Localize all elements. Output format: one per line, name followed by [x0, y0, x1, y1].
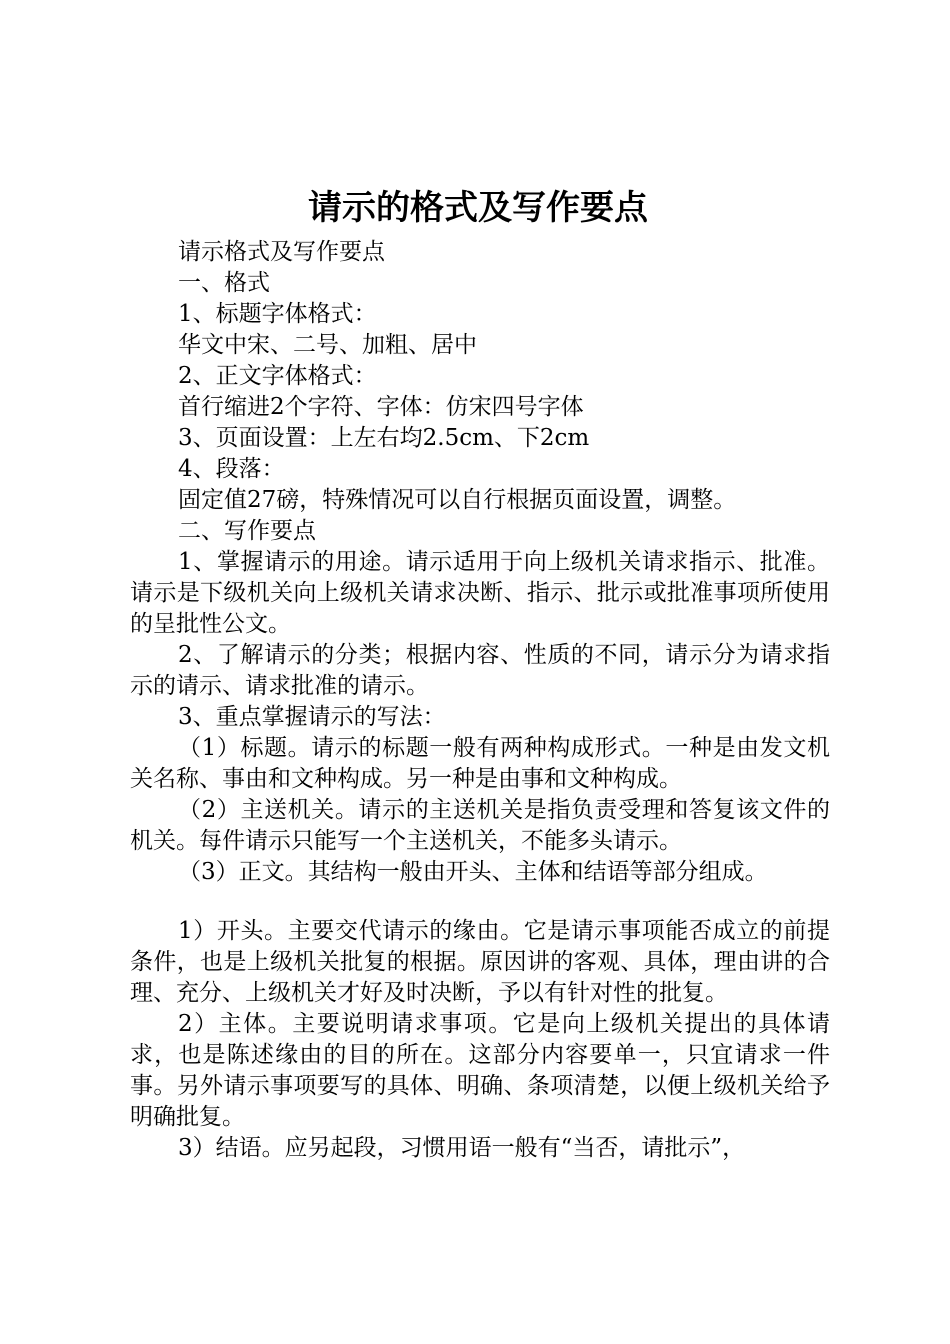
body-paragraph: 首行缩进2个字符、字体：仿宋四号字体: [178, 394, 584, 420]
body-paragraph: 3、页面设置：上左右均2.5cm、下2cm: [178, 425, 590, 451]
section-heading-writing: 二、写作要点: [178, 518, 316, 544]
document-body: [130, 237, 830, 1164]
body-paragraph: 1）开头。主要交代请示的缘由。它是请示事项能否成立的前提条件，也是上级机关批复的根据。原因讲的客观、具体，理由讲的合理、充分、上级机关才好及时决断，予以有针对性的批复。: [130, 918, 830, 1006]
body-paragraph: 2、了解请示的分类；根据内容、性质的不同，请示分为请求指示的请示、请求批准的请示。: [130, 642, 830, 699]
document-title: 请示的格式及写作要点: [308, 188, 648, 228]
body-paragraph: 3）结语。应另起段，习惯用语一般有“当否，请批示”，: [178, 1135, 746, 1161]
body-paragraph: 华文中宋、二号、加粗、居中: [178, 332, 477, 358]
body-paragraph: （1）标题。请示的标题一般有两种构成形式。一种是由发文机关名称、事由和文种构成。另一种是由事和文种构成。: [130, 735, 830, 792]
body-paragraph: 请示格式及写作要点: [178, 239, 385, 265]
body-paragraph: （3）正文。其结构一般由开头、主体和结语等部分组成。: [178, 859, 768, 885]
body-paragraph: 4、段落：: [178, 456, 285, 482]
body-paragraph: 2、正文字体格式：: [178, 363, 377, 389]
body-paragraph: 3、重点掌握请示的写法：: [178, 704, 446, 730]
body-paragraph: （2）主送机关。请示的主送机关是指负责受理和答复该文件的机关。每件请示只能写一个主送机关，不能多头请示。: [130, 797, 830, 854]
body-paragraph: 固定值27磅，特殊情况可以自行根据页面设置，调整。: [178, 487, 737, 513]
body-paragraph: 1、标题字体格式：: [178, 301, 377, 327]
body-paragraph: 1、掌握请示的用途。请示适用于向上级机关请求指示、批准。请示是下级机关向上级机关请求决断、指示、批示或批准事项所使用的呈批性公文。: [130, 549, 830, 637]
body-paragraph: 2）主体。主要说明请求事项。它是向上级机关提出的具体请求，也是陈述缘由的目的所在。这部分内容要单一，只宜请求一件事。另外请示事项要写的具体、明确、条项清楚，以便上级机关给予明确批复。: [130, 1011, 830, 1130]
section-heading-format: 一、格式: [178, 270, 270, 296]
